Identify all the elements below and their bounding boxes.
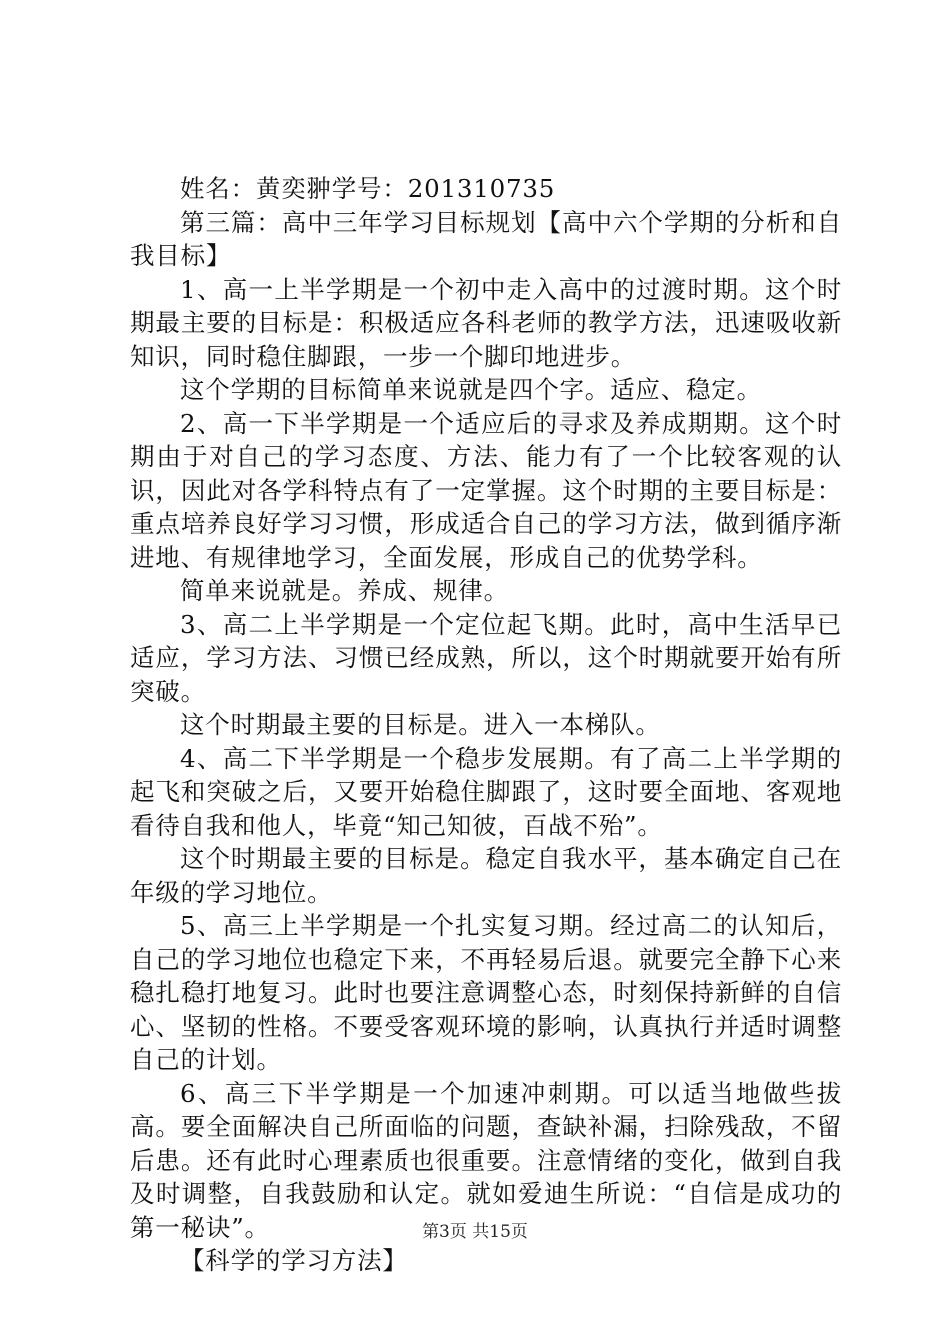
paragraph-semester-5: 5、高三上半学期是一个扎实复习期。经过高二的认知后，自己的学习地位也稳定下来，不再轻易后退。就要完全静下心来稳扎稳打地复习。此时也要注意调整心态，时刻保持新鲜的自信心、坚韧的性格。不要受客观环境的影响，认真执行并适时调整自己的计划。: [130, 911, 842, 1074]
student-info-line: 姓名：黄奕翀学号：201310735: [180, 174, 556, 203]
paragraph-semester-6: 6、高三下半学期是一个加速冲刺期。可以适当地做些拔高。要全面解决自己所面临的问题，查缺补漏，扫除残敌，不留后患。还有此时心理素质也很重要。注意情绪的变化，做到自我及时调整，自我鼓励和认定。就如爱迪生所说：“自信是成功的第一秘诀”。: [130, 1078, 842, 1242]
paragraph-semester-4: 4、高二下半学期是一个稳步发展期。有了高二上半学期的起飞和突破之后，又要开始稳住脚跟了，这时要全面地、客观地看待自我和他人，毕竟“知己知彼，百战不殆”。: [130, 743, 842, 840]
paragraph-semester-2-summary: 简单来说就是。养成、规律。: [180, 576, 509, 605]
paragraph-semester-1-summary: 这个学期的目标简单来说就是四个字。适应、稳定。: [180, 375, 762, 404]
subsection-heading: 【科学的学习方法】: [180, 1246, 408, 1275]
paragraph-semester-2: 2、高一下半学期是一个适应后的寻求及养成期期。这个时期由于对自己的学习态度、方法、能力有了一个比较客观的认识，因此对各学科特点有了一定掌握。这个时期的主要目标是：重点培养良好学习习惯，形成适合自己的学习方法，做到循序渐进地、有规律地学习，全面发展，形成自己的优势学科。: [130, 408, 842, 572]
paragraph-semester-4-summary: 这个时期最主要的目标是。稳定自我水平，基本确定自己在年级的学习地位。: [130, 844, 842, 907]
paragraph-semester-3-summary: 这个时期最主要的目标是。进入一本梯队。: [180, 710, 661, 739]
document-body: [130, 172, 842, 1278]
page-footer: 第3页 共15页: [422, 1222, 528, 1242]
paragraph-semester-1: 1、高一上半学期是一个初中走入高中的过渡时期。这个时期最主要的目标是：积极适应各科老师的教学方法，迅速吸收新知识，同时稳住脚跟，一步一个脚印地进步。: [130, 274, 842, 371]
section-title: 第三篇：高中三年学习目标规划【高中六个学期的分析和自我目标】: [130, 207, 842, 270]
paragraph-semester-3: 3、高二上半学期是一个定位起飞期。此时，高中生活早已适应，学习方法、习惯已经成熟，所以，这个时期就要开始有所突破。: [130, 609, 842, 706]
